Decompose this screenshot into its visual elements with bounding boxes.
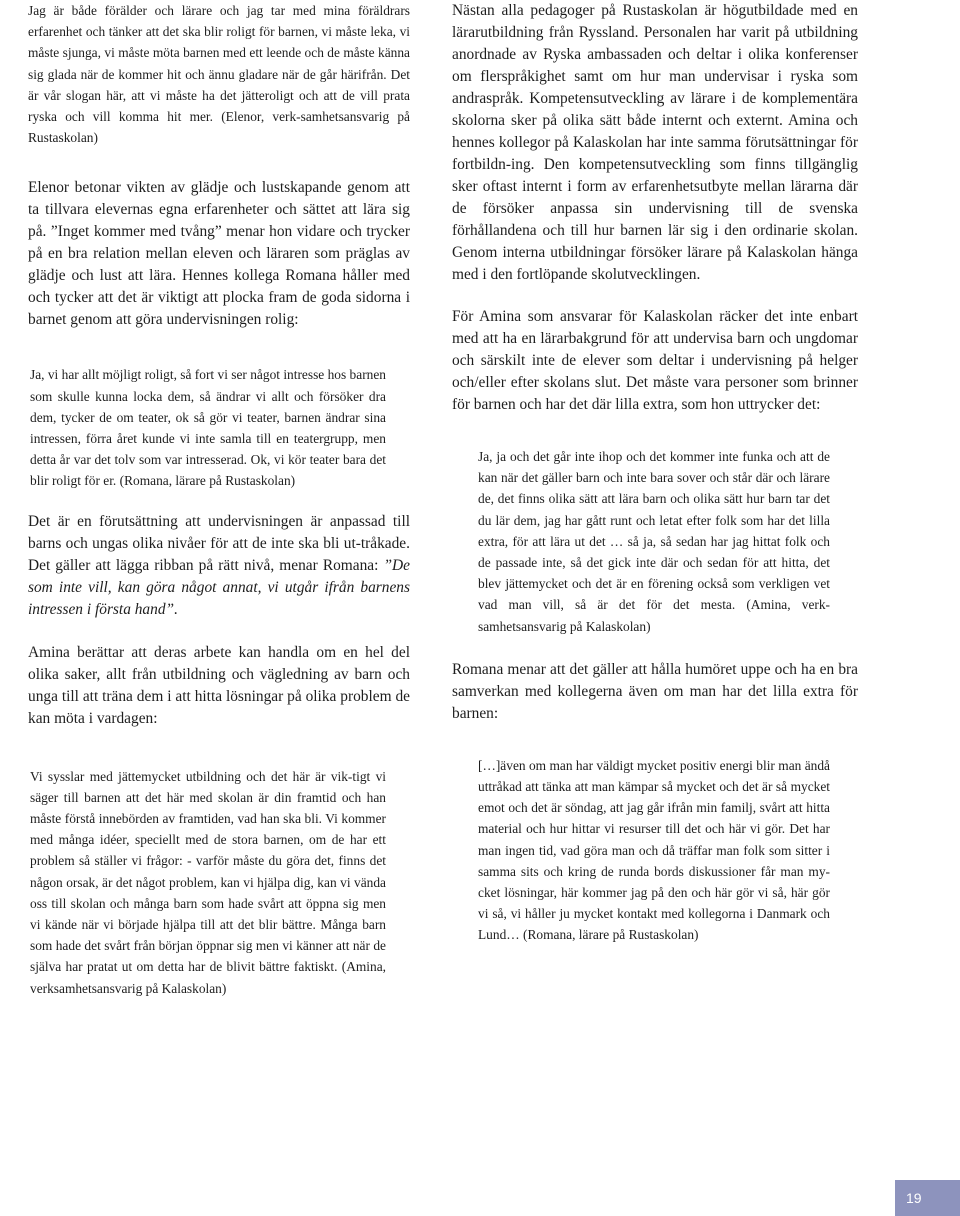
paragraph-amina-work: Amina berättar att deras arbete kan handla om en hel del olika saker, allt från utbildning och vägledning av barn och unga till att träna dem i att hitta lösningar på olika problem de kan möta i vardagen: xyxy=(28,643,410,727)
quote-romana-theater: Ja, vi har allt möjligt roligt, så fort vi ser något intresse hos barnen som skulle kunna locka dem, så ändrar vi allt och försöker dra dem, tycker de om teater, ok så gör vi teater, barnen ändrar sina intressen, förra året kunde vi inte samla till en teatergrupp, men detta år var det tolv som var intresserad. Ok, vi kör teater bara det blir roligt för er. (Romana, lärare på Rustaskolan) xyxy=(30,367,386,489)
paragraph-teacher-education: Nästan alla pedagoger på Rustaskolan är högutbildade med en lärarutbildning från Ryssland. Personalen har varit på utbildning anordnade av Ryska ambassaden och deltar i olika konferenser om flerspråkighet samt om hur man undervisar i ryska som andraspråk. Kompetensutveckling av lärare i de komplementära skolorna sker på olika sätt både internt och externt. Amina och hennes kollegor på Kalaskolan har inte samma förutsättningar för fortbildn-ing. Den kompetensutveckling som finns tillgänglig sker oftast internt i form av erfarenhetsutbyte mellan lärarna där de försöker anpassa sin undervisning till de svenska förhållandena och till hur barnen lär sig i den ordinarie skolan. Genom interna utbildningar försöker lärare på Kalaskolan hänga med i den fortlöpande skolutvecklingen. xyxy=(452,2,858,283)
quote-amina-education: Vi sysslar med jättemycket utbildning och det här är vik-tigt vi säger till barnen att det här med skolan är din framtid och han måste förstå innebörden av framtiden, vad han ska bli. Vi kommer med många idéer, speciellt med de stora barnen, om de har ett problem så ställer vi frågor: - varför måste du göra det, finns det någon orsak, är det något problem, kan vi hjälpa dig, kan vi vända oss till skolan och många barn som hade svårt att öppna sig men vi kände när vi började hjälpa till att det blir bättre. Många barn som hade det svårt från början öppnar sig men vi känner att när de själva har pratat ut om detta har de blivit bättre faktiskt. (Amina, verksamhetsansvarig på Kalaskolan) xyxy=(30,768,386,996)
quote-amina-extra: Ja, ja och det går inte ihop och det kommer inte funka och att de kan när det gäller barn och inte bara sover och står där och lärare de, det finns olika sätt att lära barn och olika sätt hur barn tar det du lär dem, jag har gått runt och letat efter folk som har det lilla extra, för att lära ut det … så ja, så sedan har jag hittat folk och de passade inte, så det gick inte där och sedan för att hitta, det blev jättemycket och det är en förening också som verkligen vet vad man vill, så är det för det mesta. (Amina, verk-samhetsansvarig på Kalaskolan) xyxy=(478,449,830,634)
paragraph-text: Det är en förutsättning att undervisningen är anpassad till barns och ungas olika nivåer för att de inte ska bli ut-tråkade. Det gäller att lägga ribban på rätt nivå, menar Romana: xyxy=(28,512,410,574)
left-column xyxy=(28,0,410,999)
paragraph-adapted-teaching xyxy=(28,511,410,621)
paragraph-elenor-joy: Elenor betonar vikten av glädje och lustskapande genom att ta tillvara elevernas egna erfarenheter och sättet att lära sig på. ”Inget kommer med tvång” menar hon vidare och trycker på en bra relation mellan eleven och läraren som präglas av glädje och lust att lära. Hennes kollega Romana håller med och tycker att det är viktigt att plocka fram de goda sidorna i barnet genom att göra undervisningen rolig: xyxy=(28,179,410,329)
page-number: 19 xyxy=(895,1180,960,1216)
romana-inline-quote: ”De som inte vill, kan göra något annat, vi utgår ifrån barnens intressen i första hand”. xyxy=(28,556,410,618)
quote-elenor: Jag är både förälder och lärare och jag tar med mina föräldrars erfarenhet och tänker att det ska blir roligt för barnen, vi måste leka, vi måste sjunga, vi måste möta barnen med ett leende och de måste känna sig glada när de kommer hit och ännu gladare när de går härifrån. Det är vår slogan här, att vi måste ha det jätteroligt och att de vill prata ryska och vill komma hit mer. (Elenor, verk-samhetsansvarig på Rustaskolan) xyxy=(28,3,410,146)
quote-romana-energy: […]även om man har väldigt mycket positiv energi blir man ändå uttråkad att tänka att man kämpar så mycket och det är så mycket emot och det är söndag, att jag går ifrån min familj, svårt att hitta material och hur hittar vi resurser till det och här vi gör. Det har man ingen tid, vad göra man och då träffar man folk som sitter i samma sits och kring de runda bords diskussioner får man my-cket lösningar, här kommer jag på den och här gör vi så, här gör vi så, vi håller ju mycket kontakt med kollegorna i Danmark och Lund… (Romana, lärare på Rustaskolan) xyxy=(478,757,830,943)
paragraph-amina-extra: För Amina som ansvarar för Kalaskolan räcker det inte enbart med att ha en lärarbakgrund för att undervisa barn och ungdomar och särskilt inte de elever som deltar i undervisning på helger och/eller efter skolans slut. Det måste vara personer som brinner för barnen och har det där lilla extra, som hon uttrycker det: xyxy=(452,308,858,413)
paragraph-romana-mood: Romana menar att det gäller att hålla humöret uppe och ha en bra samverkan med kollegerna även om man har det lilla extra för barnen: xyxy=(452,660,858,722)
right-column xyxy=(452,0,858,946)
